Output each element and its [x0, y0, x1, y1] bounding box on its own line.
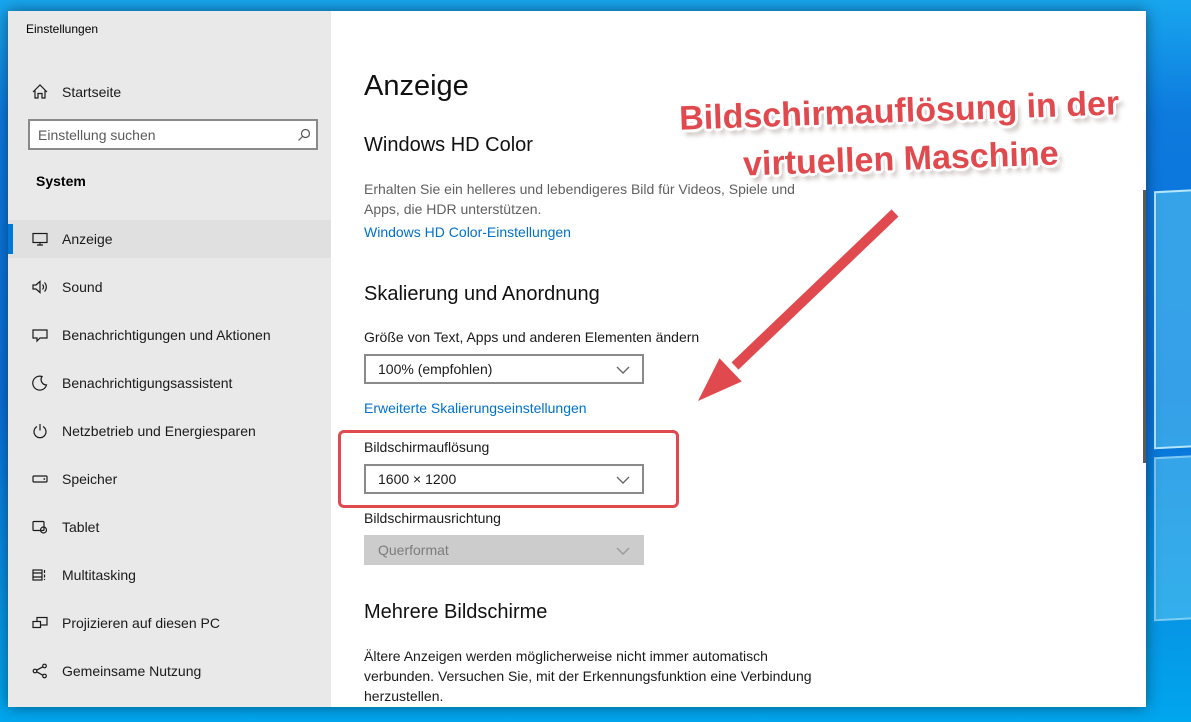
- sidebar-item-label: Benachrichtigungen und Aktionen: [62, 327, 271, 343]
- storage-drive-icon: [30, 469, 50, 489]
- wallpaper-window-pane: [1154, 455, 1191, 622]
- project-to-pc-icon: [30, 613, 50, 633]
- sidebar-item-label: Benachrichtigungsassistent: [62, 375, 233, 391]
- sidebar-item-tablet[interactable]: [8, 508, 331, 546]
- sidebar-item-speicher[interactable]: [8, 460, 331, 498]
- notification-bubble-icon: [30, 325, 50, 345]
- annotation-arrow: [690, 203, 915, 418]
- resolution-label: Bildschirmauflösung: [364, 439, 490, 455]
- sidebar-item-multitasking[interactable]: [8, 556, 331, 594]
- sidebar-item-anzeige[interactable]: [8, 220, 331, 258]
- home-icon: [30, 82, 50, 102]
- tablet-icon: [30, 517, 50, 537]
- scaling-heading: Skalierung und Anordnung: [364, 283, 600, 305]
- sidebar-section-system: System: [36, 173, 86, 189]
- window-title: Einstellungen: [26, 22, 99, 36]
- chevron-down-icon: [616, 542, 630, 558]
- annotation-line2: virtuellen Maschine: [742, 134, 1060, 184]
- search-icon[interactable]: [292, 127, 316, 143]
- sidebar-item-projizieren[interactable]: [8, 604, 331, 642]
- sidebar-item-label: Projizieren auf diesen PC: [62, 615, 220, 631]
- orientation-dropdown-value: Querformat: [378, 542, 449, 558]
- sidebar: [8, 11, 331, 707]
- search-input[interactable]: [30, 121, 292, 148]
- sidebar-item-sound[interactable]: [8, 268, 331, 306]
- sidebar-item-benachrichtigungen[interactable]: [8, 316, 331, 354]
- sidebar-item-label: Gemeinsame Nutzung: [62, 663, 202, 679]
- sidebar-item-label: Tablet: [62, 519, 100, 535]
- vertical-scrollbar[interactable]: [1143, 190, 1146, 463]
- sidebar-item-label: Startseite: [62, 84, 122, 100]
- advanced-scaling-link[interactable]: Erweiterte Skalierungseinstellungen: [364, 400, 587, 416]
- sound-icon: [30, 277, 50, 297]
- annotation-caption: [650, 79, 1149, 191]
- multitasking-icon: [30, 565, 50, 585]
- sidebar-item-benachrichtigungsassistent[interactable]: [8, 364, 331, 402]
- multiple-displays-heading: Mehrere Bildschirme: [364, 601, 548, 623]
- sidebar-item-startseite[interactable]: [8, 73, 331, 111]
- resolution-dropdown-value: 1600 × 1200: [378, 471, 457, 487]
- sidebar-item-label: Speicher: [62, 471, 118, 487]
- display-icon: [30, 229, 50, 249]
- hd-color-heading: Windows HD Color: [364, 134, 533, 156]
- selected-accent-bar: [8, 224, 13, 254]
- orientation-dropdown: [364, 535, 644, 565]
- annotation-highlight-box: [338, 430, 679, 508]
- hd-color-settings-link[interactable]: Windows HD Color-Einstellungen: [364, 224, 571, 240]
- chevron-down-icon: [616, 361, 630, 377]
- scale-label: Größe von Text, Apps und anderen Elementen ändern: [364, 329, 700, 345]
- orientation-label: Bildschirmausrichtung: [364, 510, 501, 526]
- wallpaper-window-pane: [1154, 189, 1191, 450]
- sidebar-item-label: Multitasking: [62, 567, 136, 583]
- share-icon: [30, 661, 50, 681]
- scale-dropdown-value: 100% (empfohlen): [378, 361, 493, 377]
- multiple-displays-description: Ältere Anzeigen werden möglicherweise nicht immer automatisch verbunden. Versuchen Sie, mit der Erkennungsfunktion eine Verbindung herzustellen.: [364, 648, 812, 704]
- sidebar-item-netzbetrieb[interactable]: [8, 412, 331, 450]
- sidebar-item-label: Anzeige: [62, 231, 113, 247]
- sidebar-item-label: Netzbetrieb und Energiesparen: [62, 423, 256, 439]
- page-title: Anzeige: [364, 70, 469, 102]
- hd-color-description: Erhalten Sie ein helleres und lebendigeres Bild für Videos, Spiele und Apps, die HDR unterstützen.: [364, 181, 795, 217]
- scale-dropdown[interactable]: [364, 354, 644, 384]
- moon-icon: [30, 373, 50, 393]
- annotation-line1: Bildschirmauflösung in der: [678, 84, 1120, 138]
- sidebar-item-label: Sound: [62, 279, 103, 295]
- sidebar-item-gemeinsame-nutzung[interactable]: [8, 652, 331, 690]
- settings-search: [28, 119, 318, 150]
- power-icon: [30, 421, 50, 441]
